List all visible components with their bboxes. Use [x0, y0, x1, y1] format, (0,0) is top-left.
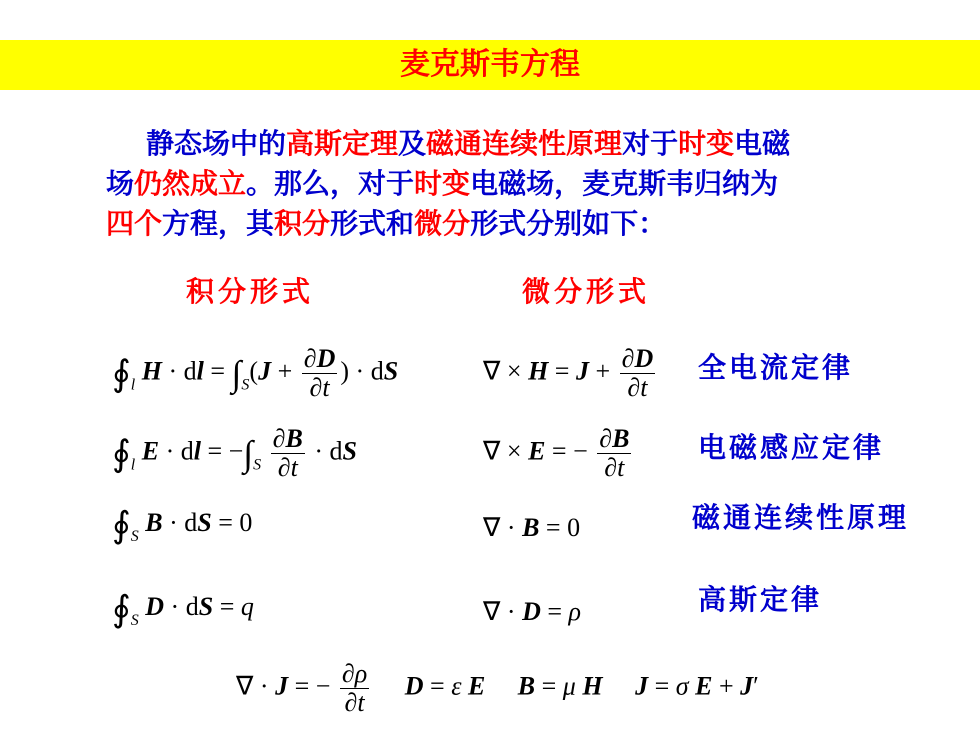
intro-line-1 [146, 124, 966, 164]
intro-line-2 [106, 164, 926, 204]
ampere-law-label: 全电流定律 [698, 351, 854, 384]
ampere-differential-equation: ∇ × H = J + $\frac{\partial D}{\partial t}$ [483, 344, 654, 402]
intro-text-segment: 电磁场，麦克斯韦归纳为 [470, 167, 779, 200]
gauss-integral-equation: $∮_S$ D · dS = q [112, 589, 254, 629]
integral-form-header: 积分形式 [186, 275, 315, 308]
ampere-integral-equation: $∮_l$ H · dl = $\int_S(J$ + $\frac{\partial D}{\partial t}$ ) · dS [112, 344, 399, 402]
faraday-integral-equation: $∮_l$ E · dl = $-\int_S$ $\frac{\partial B}{\partial t}$ · dS [112, 424, 358, 482]
intro-text-segment: 对于 [622, 127, 679, 160]
intro-text-segment: 及 [398, 127, 427, 160]
faraday-law-label: 电磁感应定律 [698, 431, 885, 464]
intro-text-segment: 磁通连续性原理 [426, 127, 623, 160]
intro-text-segment: 时变 [678, 127, 735, 160]
intro-text-segment: 微分 [414, 207, 471, 240]
intro-text-segment: 电磁 [734, 127, 791, 160]
intro-text-segment: 四个 [106, 207, 163, 240]
intro-line-3 [106, 204, 926, 244]
slide-title: 麦克斯韦方程 [400, 47, 580, 82]
flux-law-label: 磁通连续性原理 [692, 501, 910, 534]
gauss-law-label: 高斯定律 [698, 583, 823, 616]
intro-text-segment: 高斯定理 [286, 127, 399, 160]
intro-text-segment: 方程，其 [162, 207, 275, 240]
differential-form-header: 微分形式 [522, 275, 651, 308]
intro-text-segment: 积分 [274, 207, 331, 240]
intro-text-segment: 形式分别如下： [470, 207, 667, 240]
intro-text-segment: 场 [106, 167, 135, 200]
faraday-differential-equation: ∇ × E = − $\frac{\partial B}{\partial t}$ [483, 424, 630, 482]
intro-text-segment: 时变 [414, 167, 471, 200]
flux-differential-equation: ∇ · B = 0 [483, 513, 581, 542]
continuity-and-constitutive-equations: ∇ · J = − $\frac{\partial\rho}{\partial t}$ D = ε E B = μ H J = σ E + J′ [236, 659, 759, 717]
flux-integral-equation: $∮_S$ B · dS = 0 [112, 505, 253, 545]
intro-text-segment: 静态场中的 [146, 127, 287, 160]
intro-text-segment: 。那么，对于 [246, 167, 415, 200]
gauss-differential-equation: ∇ · D = ρ [483, 597, 581, 626]
intro-text-segment: 形式和 [330, 207, 415, 240]
intro-text-segment: 仍然成立 [134, 167, 247, 200]
